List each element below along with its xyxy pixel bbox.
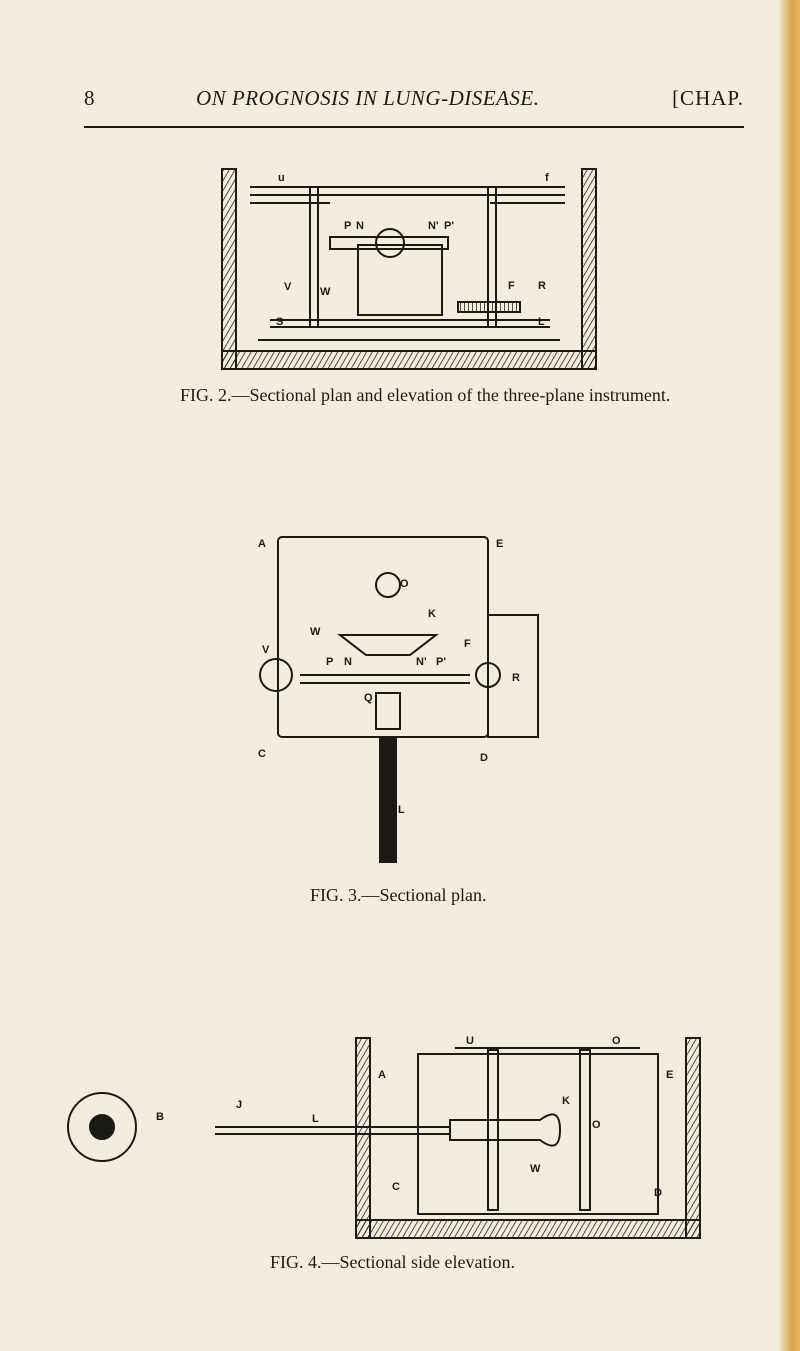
fig2-letter-P2: P': [444, 220, 454, 232]
fig3-letter-C: C: [258, 748, 266, 760]
page-edge-stain: [778, 0, 800, 1351]
fig2-letter-W: W: [320, 286, 331, 298]
figure-3-caption: FIG. 3.—Sectional plan.: [310, 885, 487, 905]
fig4-letter-B: B: [156, 1111, 164, 1123]
figure-3-drawing: [240, 525, 560, 870]
fig3-letter-V: V: [262, 644, 270, 656]
fig2-letter-N2: N': [428, 220, 439, 232]
fig3-letter-F: F: [464, 638, 471, 650]
fig3-letter-N2: N': [416, 656, 427, 668]
fig2-letter-F: F: [508, 280, 515, 292]
chapter-label: [CHAP.: [672, 86, 744, 110]
fig2-letter-L: L: [538, 316, 545, 328]
page-number: 8: [84, 86, 95, 110]
running-header: [84, 86, 744, 116]
fig4-letter-U: U: [466, 1035, 474, 1047]
fig2-letter-f: f: [545, 172, 549, 184]
fig4-letter-L: L: [312, 1113, 319, 1125]
fig2-letter-N: N: [356, 220, 364, 232]
fig4-letter-A: A: [378, 1069, 386, 1081]
fig3-letter-P2: P': [436, 656, 446, 668]
fig4-letter-C: C: [392, 1181, 400, 1193]
fig2-letter-V: V: [284, 281, 292, 293]
figure-2: [220, 165, 600, 375]
fig2-letter-S: S: [276, 316, 284, 328]
running-title: ON PROGNOSIS IN LUNG-DISEASE.: [196, 86, 540, 110]
fig3-letter-O: O: [400, 578, 409, 590]
fig4-letter-J: J: [236, 1099, 243, 1111]
fig3-letter-L: L: [398, 804, 405, 816]
fig3-letter-W: W: [310, 626, 321, 638]
fig4-letter-O: O: [612, 1035, 621, 1047]
fig4-letter-E: E: [666, 1069, 674, 1081]
fig3-letter-P: P: [326, 656, 334, 668]
fig4-letter-K: K: [562, 1095, 570, 1107]
fig3-letter-E: E: [496, 538, 504, 550]
figure-2-drawing: [220, 165, 600, 375]
fig3-letter-Q: Q: [364, 692, 373, 704]
fig3-letter-N: N: [344, 656, 352, 668]
fig2-letter-P: P: [344, 220, 352, 232]
fig3-letter-R: R: [512, 672, 520, 684]
fig4-letter-O2: O: [592, 1119, 601, 1131]
fig3-letter-A: A: [258, 538, 266, 550]
fig2-letter-u: u: [278, 172, 285, 184]
figure-4-caption: FIG. 4.—Sectional side elevation.: [270, 1252, 515, 1272]
fig4-letter-D: D: [654, 1187, 662, 1199]
fig2-letter-R: R: [538, 280, 546, 292]
fig3-letter-D: D: [480, 752, 488, 764]
figure-4-drawing: [60, 1030, 720, 1245]
fig4-letter-W: W: [530, 1163, 541, 1175]
figure-2-caption: FIG. 2.—Sectional plan and elevation of the three-plane instrument.: [180, 385, 671, 405]
figure-4: [60, 1030, 720, 1245]
figure-3: [240, 525, 560, 870]
header-rule: [84, 126, 744, 128]
fig3-letter-K: K: [428, 608, 436, 620]
